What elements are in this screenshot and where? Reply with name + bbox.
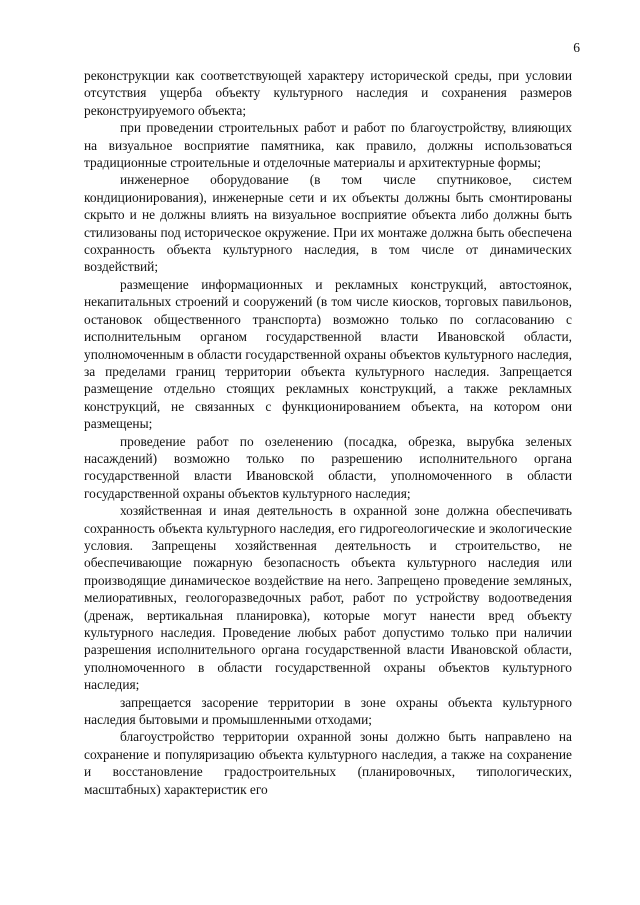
paragraph-advertising-structures: размещение информационных и рекламных конструкций, автостоянок, некапитальных строений и сооружений (в том числе киосков, торговых павильонов, остановок общественного транспорта) возможно только по согласованию с исполнительным органом государственной власти Ивановской области, уполномоченным в области государственной охраны объектов культурного наследия, за пределами границ территории объекта культурного наследия. Запрещается размещение отдельно стоящих рекламных конструкций, а также рекламных конструкций, не связанных с функционированием объекта, на котором они размещены; — [84, 276, 572, 432]
paragraph-economic-activity: хозяйственная и иная деятельность в охранной зоне должна обеспечивать сохранность объекта культурного наследия, его гидрогеологические и экологические условия. Запрещены хозяйственная деятельность и строительство, не обеспечивающие пожарную безопасность объекта культурного наследия или производящие динамическое воздействие на него. Запрещено проведение земляных, мелиоративных, геологоразведочных работ, работ по устройству водоотведения (дренаж, вертикальная планировка), которые могут нанести вред объекту культурного наследия. Проведение любых работ допустимо только при наличии разрешения исполнительного органа государственной власти Ивановской области, уполномоченного в области государственной охраны объектов культурного наследия; — [84, 503, 572, 693]
paragraph-traditional-materials: при проведении строительных работ и работ по благоустройству, влияющих на визуальное восприятие памятника, как правило, должны использоваться традиционные строительные и отделочные материалы и архитектурные формы; — [84, 120, 572, 171]
paragraph-waste-prohibition: запрещается засорение территории в зоне охраны объекта культурного наследия бытовыми и промышленными отходами; — [84, 694, 572, 728]
document-body — [84, 67, 572, 798]
paragraph-engineering-equipment: инженерное оборудование (в том числе спутниковое, систем кондиционирования), инженерные сети и их объекты должны быть смонтированы скрыто и не должны влиять на визуальное восприятие объекта либо должны быть стилизованы под историческое окружение. При их монтаже должна быть обеспечена сохранность объекта культурного наследия, в том числе от динамических воздействий; — [84, 172, 572, 275]
paragraph-continuation: реконструкции как соответствующей характеру исторической среды, при условии отсутствия ущерба объекту культурного наследия и сохранения размеров реконструируемого объекта; — [84, 68, 572, 118]
paragraph-territory-improvement: благоустройство территории охранной зоны должно быть направлено на сохранение и популяризацию объекта культурного наследия, а также на сохранение и восстановление градостроительных (планировочных, типологических, масштабных) характеристик его — [84, 729, 572, 797]
paragraph-landscaping: проведение работ по озеленению (посадка, обрезка, вырубка зеленых насаждений) возможно только по разрешению исполнительного органа государственной власти Ивановской области, уполномоченного в области государственной охраны объектов культурного наследия; — [84, 433, 572, 501]
page-number: 6 — [573, 40, 580, 55]
